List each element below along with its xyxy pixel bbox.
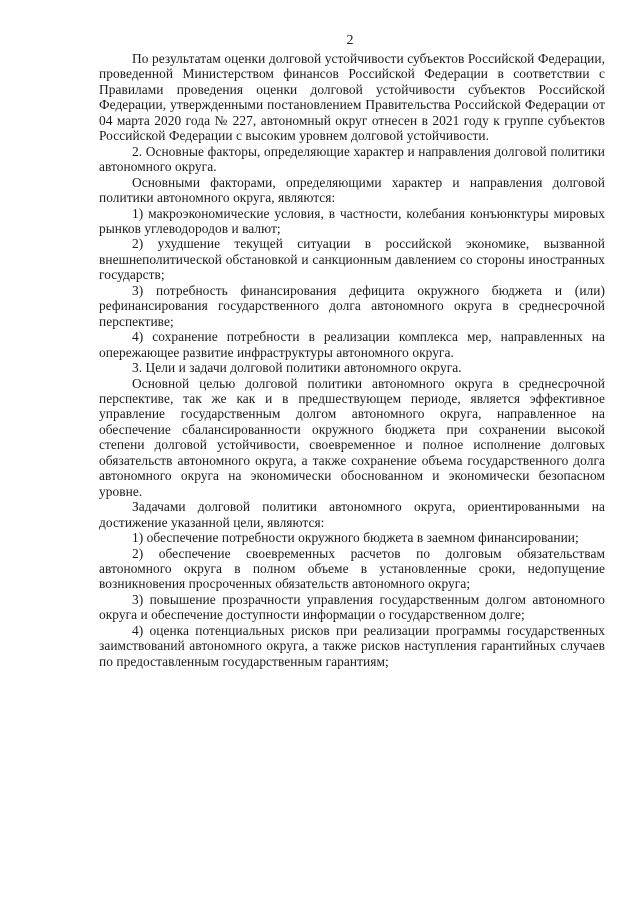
list-item-task-3: 3) повышение прозрачности управления государственным долгом автономного округа и обеспечение доступности информации о государственном долге;	[99, 591, 605, 623]
list-item-factor-3: 3) потребность финансирования дефицита окружного бюджета и (или) рефинансирования государственного долга автономного округа в среднесрочной перспективе;	[99, 282, 605, 329]
paragraph-debt-sustainability-assessment: По результатам оценки долговой устойчивости субъектов Российской Федерации, проведенной Министерством финансов Российской Федерации в соответствии с Правилами проведения оценки долговой устойчивости субъектов Российской Федерации, утвержденными постановлением Правительства Российской Федерации от 04 марта 2020 года № 227, автономный округ отнесен в 2021 году к группе субъектов Российской Федерации с высоким уровнем долговой устойчивости.	[99, 51, 605, 144]
list-item-task-4: 4) оценка потенциальных рисков при реализации программы государственных заимствований автономного округа, а также рисков наступления гарантийных случаев по предоставленным государственным гарантиям;	[99, 622, 605, 669]
page-number: 2	[346, 33, 354, 48]
section-heading-goals-and-tasks: 3. Цели и задачи долговой политики автономного округа.	[132, 360, 462, 376]
document-body	[99, 51, 605, 669]
list-item-task-2: 2) обеспечение своевременных расчетов по долговым обязательствам автономного округа в полном объеме в установленные сроки, недопущение возникновения просроченных обязательств автономного округа;	[99, 545, 605, 592]
paragraph-tasks-intro: Задачами долговой политики автономного округа, ориентированными на достижение указанной цели, являются:	[99, 499, 605, 530]
section-heading-main-factors: 2. Основные факторы, определяющие характер и направления долговой политики автономного округа.	[99, 143, 605, 175]
paragraph-factors-intro: Основными факторами, определяющими характер и направления долговой политики автономного округа, являются:	[99, 174, 605, 206]
paragraph-main-goal: Основной целью долговой политики автономного округа в среднесрочной перспективе, так же как и в предшествующем периоде, является эффективное управление государственным долгом автономного округа, направленное на обеспечение сбалансированности окружного бюджета при сохранении высокой степени долговой устойчивости, своевременное и полное исполнение долговых обязательств автономного округа, а также сохранение объема государственного долга автономного округа на экономически обоснованном и экономически безопасном уровне.	[99, 375, 605, 499]
list-item-factor-1: 1) макроэкономические условия, в частности, колебания конъюнктуры мировых рынков углеводородов и валют;	[99, 205, 605, 236]
list-item-task-1: 1) обеспечение потребности окружного бюджета в заемном финансировании;	[132, 530, 579, 546]
list-item-factor-4: 4) сохранение потребности в реализации комплекса мер, направленных на опережающее развитие инфраструктуры автономного округа.	[99, 329, 605, 360]
list-item-factor-2: 2) ухудшение текущей ситуации в российской экономике, вызванной внешнеполитической обстановкой и санкционным давлением со стороны иностранных государств;	[99, 236, 605, 283]
